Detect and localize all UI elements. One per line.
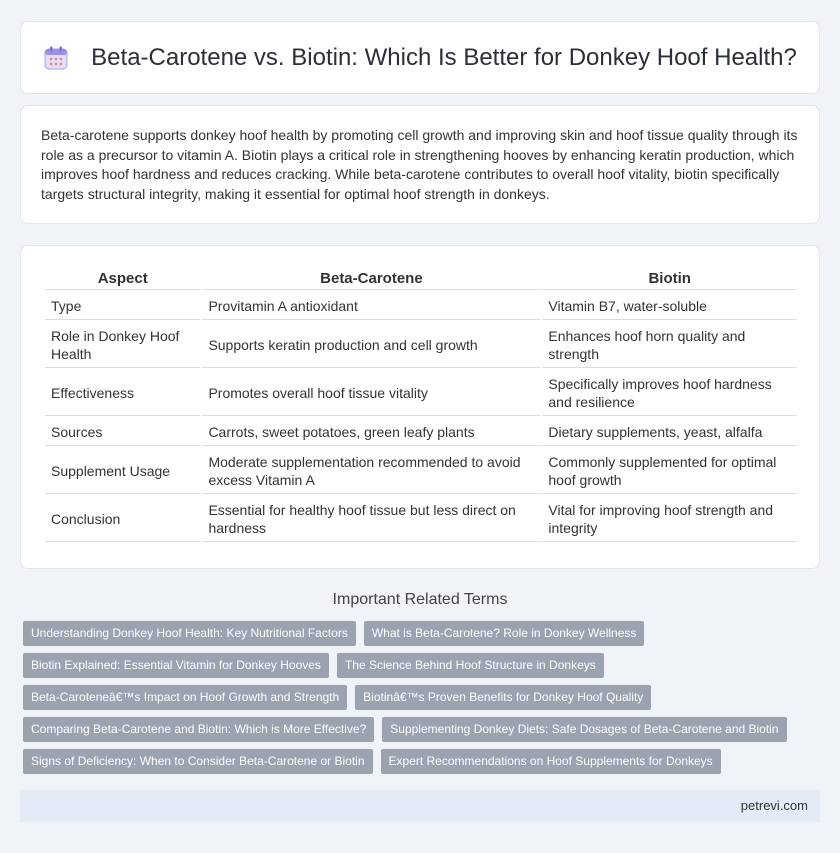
related-term-tag[interactable]: Beta-Caroteneâ€™s Impact on Hoof Growth and Strength — [23, 685, 347, 710]
table-cell: Essential for healthy hoof tissue but less direct on hardness — [202, 496, 540, 542]
intro-text: Beta-carotene supports donkey hoof health by promoting cell growth and improving skin and hoof tissue quality through its role as a precursor to vitamin A. Biotin plays a critical role in strengthening hooves by enhancing keratin production, which improves hoof hardness and reduces cracking. While beta-carotene contributes to overall hoof vitality, biotin specifically targets structural integrity, making it essential for optimal hoof strength in donkeys. — [41, 127, 798, 202]
table-cell: Supports keratin production and cell growth — [202, 322, 540, 368]
site-link[interactable]: petrevi.com — [740, 798, 808, 813]
related-term-tag[interactable]: Biotinâ€™s Proven Benefits for Donkey Hoof Quality — [355, 685, 651, 710]
table-cell: Conclusion — [45, 496, 200, 542]
related-term-tag[interactable]: What is Beta-Carotene? Role in Donkey Wellness — [364, 621, 645, 646]
related-term-tag[interactable]: Signs of Deficiency: When to Consider Beta-Carotene or Biotin — [23, 749, 373, 774]
table-cell: Vitamin B7, water-soluble — [542, 292, 797, 320]
table-row — [45, 418, 797, 446]
related-term-tag[interactable]: Biotin Explained: Essential Vitamin for Donkey Hooves — [23, 653, 329, 678]
column-header: Biotin — [542, 268, 797, 290]
table-cell: Provitamin A antioxidant — [202, 292, 540, 320]
table-cell: Commonly supplemented for optimal hoof growth — [542, 448, 797, 494]
table-cell: Enhances hoof horn quality and strength — [542, 322, 797, 368]
table-cell: Effectiveness — [45, 370, 200, 416]
page-header — [20, 21, 820, 94]
related-terms-title: Important Related Terms — [332, 591, 508, 608]
table-cell: Supplement Usage — [45, 448, 200, 494]
related-term-tag[interactable]: Comparing Beta-Carotene and Biotin: Which is More Effective? — [23, 717, 374, 742]
comparison-table-card — [20, 245, 820, 569]
related-term-tag[interactable]: Expert Recommendations on Hoof Supplements for Donkeys — [381, 749, 721, 774]
calendar-icon — [43, 45, 69, 71]
table-row — [45, 496, 797, 542]
intro-section — [20, 105, 820, 224]
table-cell: Sources — [45, 418, 200, 446]
table-cell: Carrots, sweet potatoes, green leafy plants — [202, 418, 540, 446]
page-title: Beta-Carotene vs. Biotin: Which Is Better for Donkey Hoof Health? — [91, 43, 797, 71]
table-cell: Moderate supplementation recommended to avoid excess Vitamin A — [202, 448, 540, 494]
table-cell: Role in Donkey Hoof Health — [45, 322, 200, 368]
table-cell: Dietary supplements, yeast, alfalfa — [542, 418, 797, 446]
related-term-tag[interactable]: The Science Behind Hoof Structure in Donkeys — [337, 653, 604, 678]
table-header-row — [45, 268, 797, 290]
table-cell: Vital for improving hoof strength and integrity — [542, 496, 797, 542]
related-term-tag[interactable]: Supplementing Donkey Diets: Safe Dosages of Beta-Carotene and Biotin — [382, 717, 786, 742]
table-row — [45, 370, 797, 416]
table-cell: Promotes overall hoof tissue vitality — [202, 370, 540, 416]
related-terms-list — [23, 621, 823, 781]
table-row — [45, 448, 797, 494]
related-term-tag[interactable]: Understanding Donkey Hoof Health: Key Nutritional Factors — [23, 621, 356, 646]
column-header: Aspect — [45, 268, 200, 290]
table-row — [45, 292, 797, 320]
table-row — [45, 322, 797, 368]
comparison-table — [43, 266, 799, 544]
footer — [20, 790, 820, 822]
table-cell: Specifically improves hoof hardness and resilience — [542, 370, 797, 416]
column-header: Beta-Carotene — [202, 268, 540, 290]
table-cell: Type — [45, 292, 200, 320]
